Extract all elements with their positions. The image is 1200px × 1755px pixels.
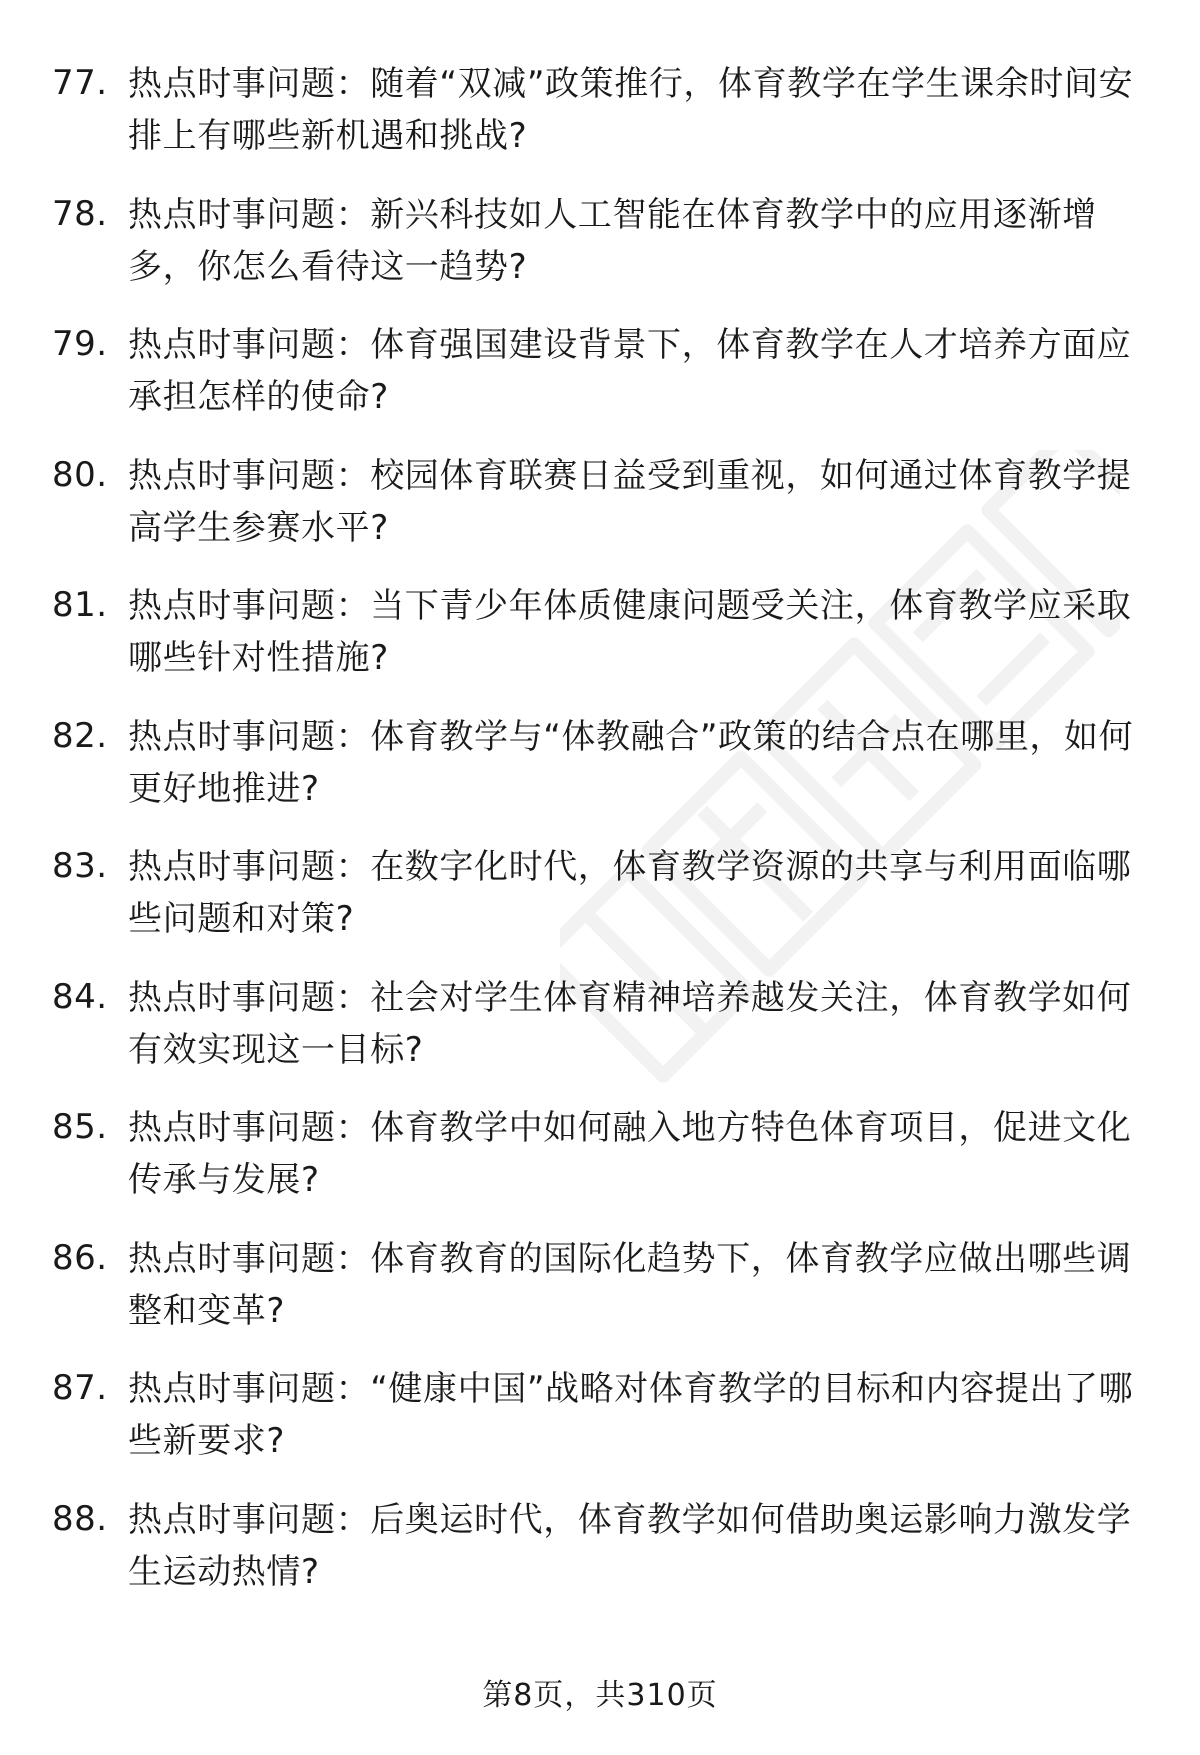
list-item <box>0 1233 1200 1364</box>
list-item <box>0 580 1200 711</box>
question-text: 热点时事问题：社会对学生体育精神培养越发关注，体育教学如何有效实现这一目标? <box>128 977 1132 1070</box>
question-number: 79. <box>52 324 108 364</box>
question-number: 84. <box>52 976 108 1017</box>
question-text: 热点时事问题：随着“双减”政策推行，体育教学在学生课余时间安排上有哪些新机遇和挑战? <box>128 64 1134 156</box>
list-item <box>0 1494 1200 1625</box>
page-number-label: 第8页，共310页 <box>482 1678 718 1713</box>
question-text: 热点时事问题：体育强国建设背景下，体育教学在人才培养方面应承担怎样的使命? <box>128 325 1132 417</box>
list-item <box>0 841 1200 972</box>
list-item <box>0 189 1200 320</box>
list-item <box>0 450 1200 581</box>
list-item <box>0 1102 1200 1233</box>
question-number: 86. <box>52 1237 108 1278</box>
list-item <box>0 319 1200 450</box>
question-number: 80. <box>52 454 108 495</box>
question-number: 82. <box>52 715 108 756</box>
question-number: 81. <box>52 585 108 625</box>
list-item <box>0 711 1200 842</box>
question-number: 87. <box>52 1368 108 1408</box>
question-text: 热点时事问题：新兴科技如人工智能在体育教学中的应用逐渐增多，你怎么看待这一趋势? <box>128 194 1097 287</box>
question-text: 热点时事问题：“健康中国”战略对体育教学的目标和内容提出了哪些新要求? <box>128 1369 1134 1461</box>
question-text: 热点时事问题：校园体育联赛日益受到重视，如何通过体育教学提高学生参赛水平? <box>128 455 1132 548</box>
question-text: 热点时事问题：后奥运时代，体育教学如何借助奥运影响力激发学生运动热情? <box>128 1499 1132 1592</box>
question-number: 85. <box>52 1107 108 1147</box>
question-text: 热点时事问题：当下青少年体质健康问题受关注，体育教学应采取哪些针对性措施? <box>128 586 1132 678</box>
question-text: 热点时事问题：在数字化时代，体育教学资源的共享与利用面临哪些问题和对策? <box>128 847 1132 939</box>
page-footer <box>0 1676 1200 1716</box>
question-text: 热点时事问题：体育教育的国际化趋势下，体育教学应做出哪些调整和变革? <box>128 1238 1132 1331</box>
list-item <box>0 972 1200 1103</box>
question-number: 88. <box>52 1498 108 1539</box>
question-text: 热点时事问题：体育教学中如何融入地方特色体育项目，促进文化传承与发展? <box>128 1108 1132 1200</box>
question-number: 78. <box>52 193 108 234</box>
question-text: 热点时事问题：体育教学与“体教融合”政策的结合点在哪里，如何更好地推进? <box>128 716 1134 809</box>
question-number: 77. <box>52 63 108 103</box>
question-number: 83. <box>52 846 108 886</box>
list-item <box>0 58 1200 189</box>
question-list <box>0 58 1200 1624</box>
list-item <box>0 1363 1200 1494</box>
